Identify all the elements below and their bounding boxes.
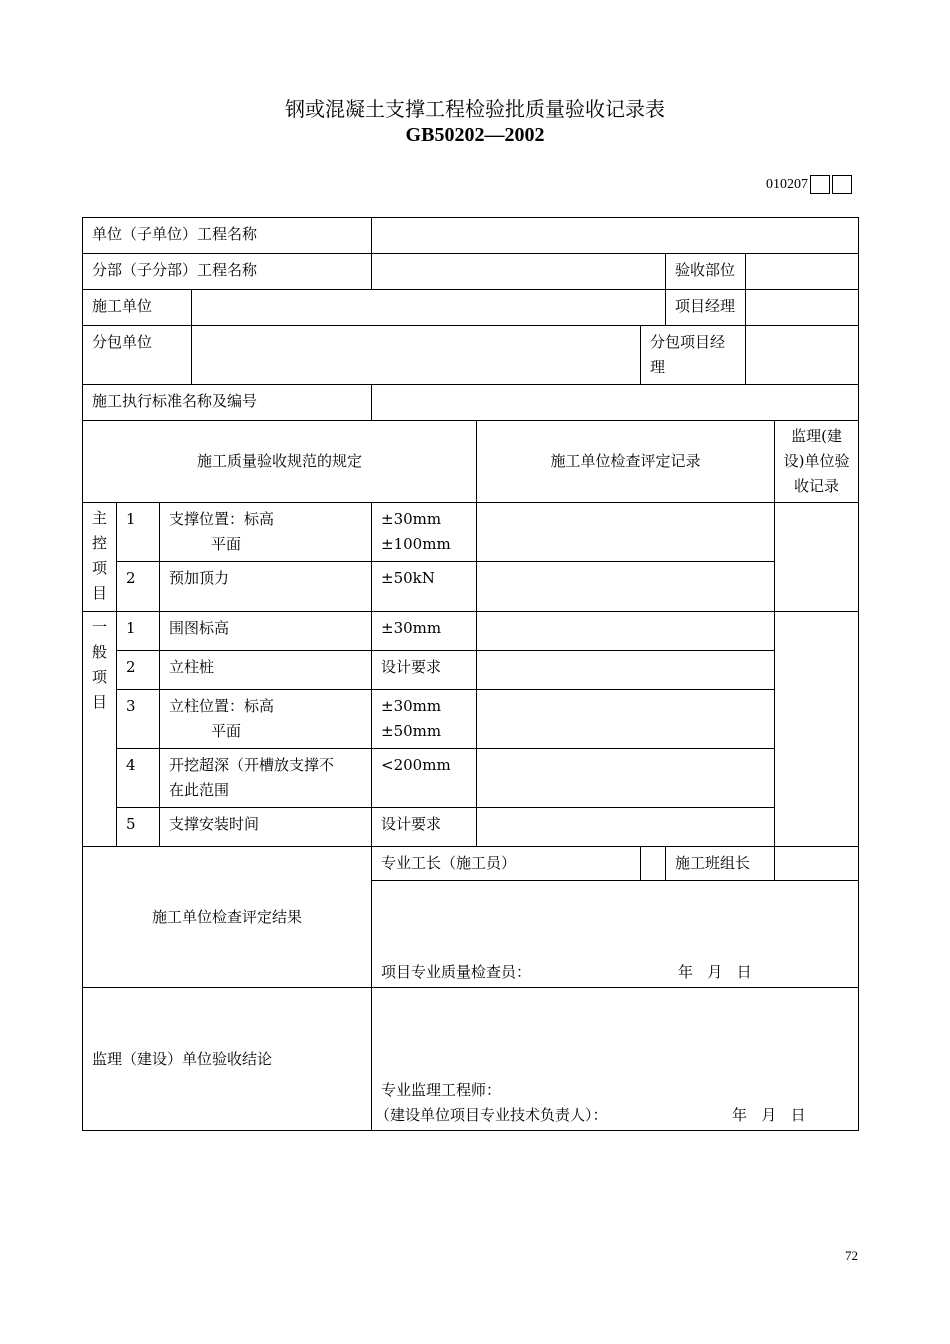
team-leader-field[interactable] <box>775 847 859 881</box>
allowance-line: ±50mm <box>381 722 442 740</box>
subcontract-manager-label: 分包项目经理 <box>641 326 746 385</box>
unit-project-field[interactable] <box>372 218 859 254</box>
item-allowance: ±50kN <box>372 562 477 612</box>
spec-header: 施工质量验收规范的规定 <box>83 421 477 503</box>
construction-unit-label: 施工单位 <box>83 290 192 326</box>
item-name <box>160 690 372 749</box>
project-manager-label: 项目经理 <box>666 290 746 326</box>
form-code-number: 010207 <box>766 177 808 192</box>
item-name: 围图标高 <box>160 612 372 651</box>
unit-result-field[interactable] <box>372 881 859 988</box>
item-allowance <box>372 503 477 562</box>
owner-tech-lead-label: （建设单位项目专业技术负责人）： <box>375 1106 608 1124</box>
allowance-line: ±30mm <box>381 510 442 528</box>
acceptance-part-label: 验收部位 <box>666 254 746 290</box>
execution-standard-field[interactable] <box>372 385 859 421</box>
allowance-line: ±30mm <box>381 697 442 715</box>
project-manager-field[interactable] <box>746 290 859 326</box>
item-name <box>160 749 372 808</box>
quality-inspector-label: 项目专业质量检查员： <box>381 963 532 981</box>
general-char: 项 <box>91 668 107 686</box>
item-number: 1 <box>117 612 160 651</box>
form-code-box-1[interactable] <box>810 175 830 194</box>
general-char: 般 <box>91 643 107 661</box>
item-name-line: 支撑位置：标高 <box>169 510 275 528</box>
main-control-label <box>83 503 117 612</box>
supervision-record-field[interactable] <box>775 503 859 612</box>
item-name: 支撑安装时间 <box>160 808 372 847</box>
standard-code: GB50202—2002 <box>405 124 545 146</box>
item-allowance <box>372 690 477 749</box>
team-leader-label: 施工班组长 <box>666 847 775 881</box>
check-record-field[interactable] <box>477 651 775 690</box>
general-char: 目 <box>91 693 107 711</box>
check-record-field[interactable] <box>477 612 775 651</box>
item-name-line: 开挖超深（开槽放支撑不 <box>169 756 335 774</box>
allowance-line: ±100mm <box>381 535 451 553</box>
item-name-line: 在此范围 <box>169 781 230 799</box>
item-number: 5 <box>117 808 160 847</box>
item-allowance: 设计要求 <box>372 651 477 690</box>
item-allowance: 设计要求 <box>372 808 477 847</box>
subcontract-unit-label: 分包单位 <box>83 326 192 385</box>
form-code-box-2[interactable] <box>832 175 852 194</box>
subcontract-unit-field[interactable] <box>192 326 641 385</box>
main-control-char: 控 <box>91 534 107 552</box>
item-name: 预加顶力 <box>160 562 372 612</box>
item-number: 3 <box>117 690 160 749</box>
acceptance-form-table <box>82 217 859 1131</box>
item-name-line: 立柱位置：标高 <box>169 697 275 715</box>
main-control-char: 目 <box>91 584 107 602</box>
check-record-field[interactable] <box>477 690 775 749</box>
item-name-line: 平面 <box>211 722 242 740</box>
item-number: 2 <box>117 651 160 690</box>
item-allowance: <200mm <box>372 749 477 808</box>
item-number: 2 <box>117 562 160 612</box>
unit-check-header: 施工单位检查评定记录 <box>477 421 775 503</box>
subcontract-manager-field[interactable] <box>746 326 859 385</box>
supervision-conclusion-field[interactable] <box>372 988 859 1131</box>
acceptance-part-field[interactable] <box>746 254 859 290</box>
main-control-char: 项 <box>91 559 107 577</box>
supervising-engineer-label: 专业监理工程师： <box>381 1081 502 1099</box>
check-record-field[interactable] <box>477 808 775 847</box>
item-allowance: ±30mm <box>372 612 477 651</box>
unit-result-label: 施工单位检查评定结果 <box>83 847 372 988</box>
form-title: 钢或混凝土支撑工程检验批质量验收记录表 <box>285 97 665 121</box>
supervision-header: 监理(建设)单位验收记录 <box>775 421 859 503</box>
supervision-conclusion-label: 监理（建设）单位验收结论 <box>83 988 372 1131</box>
general-items-label <box>83 612 117 847</box>
form-code <box>766 175 852 195</box>
unit-project-label: 单位（子单位）工程名称 <box>83 218 372 254</box>
item-number: 1 <box>117 503 160 562</box>
supervision-record-field[interactable] <box>775 612 859 847</box>
item-name: 立柱桩 <box>160 651 372 690</box>
check-record-field[interactable] <box>477 749 775 808</box>
execution-standard-label: 施工执行标准名称及编号 <box>83 385 372 421</box>
inspection-date: 年 月 日 <box>678 963 752 981</box>
sub-project-label: 分部（子分部）工程名称 <box>83 254 372 290</box>
item-name <box>160 503 372 562</box>
construction-unit-field[interactable] <box>192 290 666 326</box>
item-name-line: 平面 <box>211 535 242 553</box>
sub-project-field[interactable] <box>372 254 666 290</box>
conclusion-date: 年 月 日 <box>732 1106 806 1124</box>
check-record-field[interactable] <box>477 562 775 612</box>
main-control-char: 主 <box>91 509 107 527</box>
general-char: 一 <box>91 618 107 636</box>
page-number: 72 <box>845 1248 858 1263</box>
foreman-label: 专业工长（施工员） <box>372 847 641 881</box>
check-record-field[interactable] <box>477 503 775 562</box>
foreman-field[interactable] <box>641 847 666 881</box>
item-number: 4 <box>117 749 160 808</box>
